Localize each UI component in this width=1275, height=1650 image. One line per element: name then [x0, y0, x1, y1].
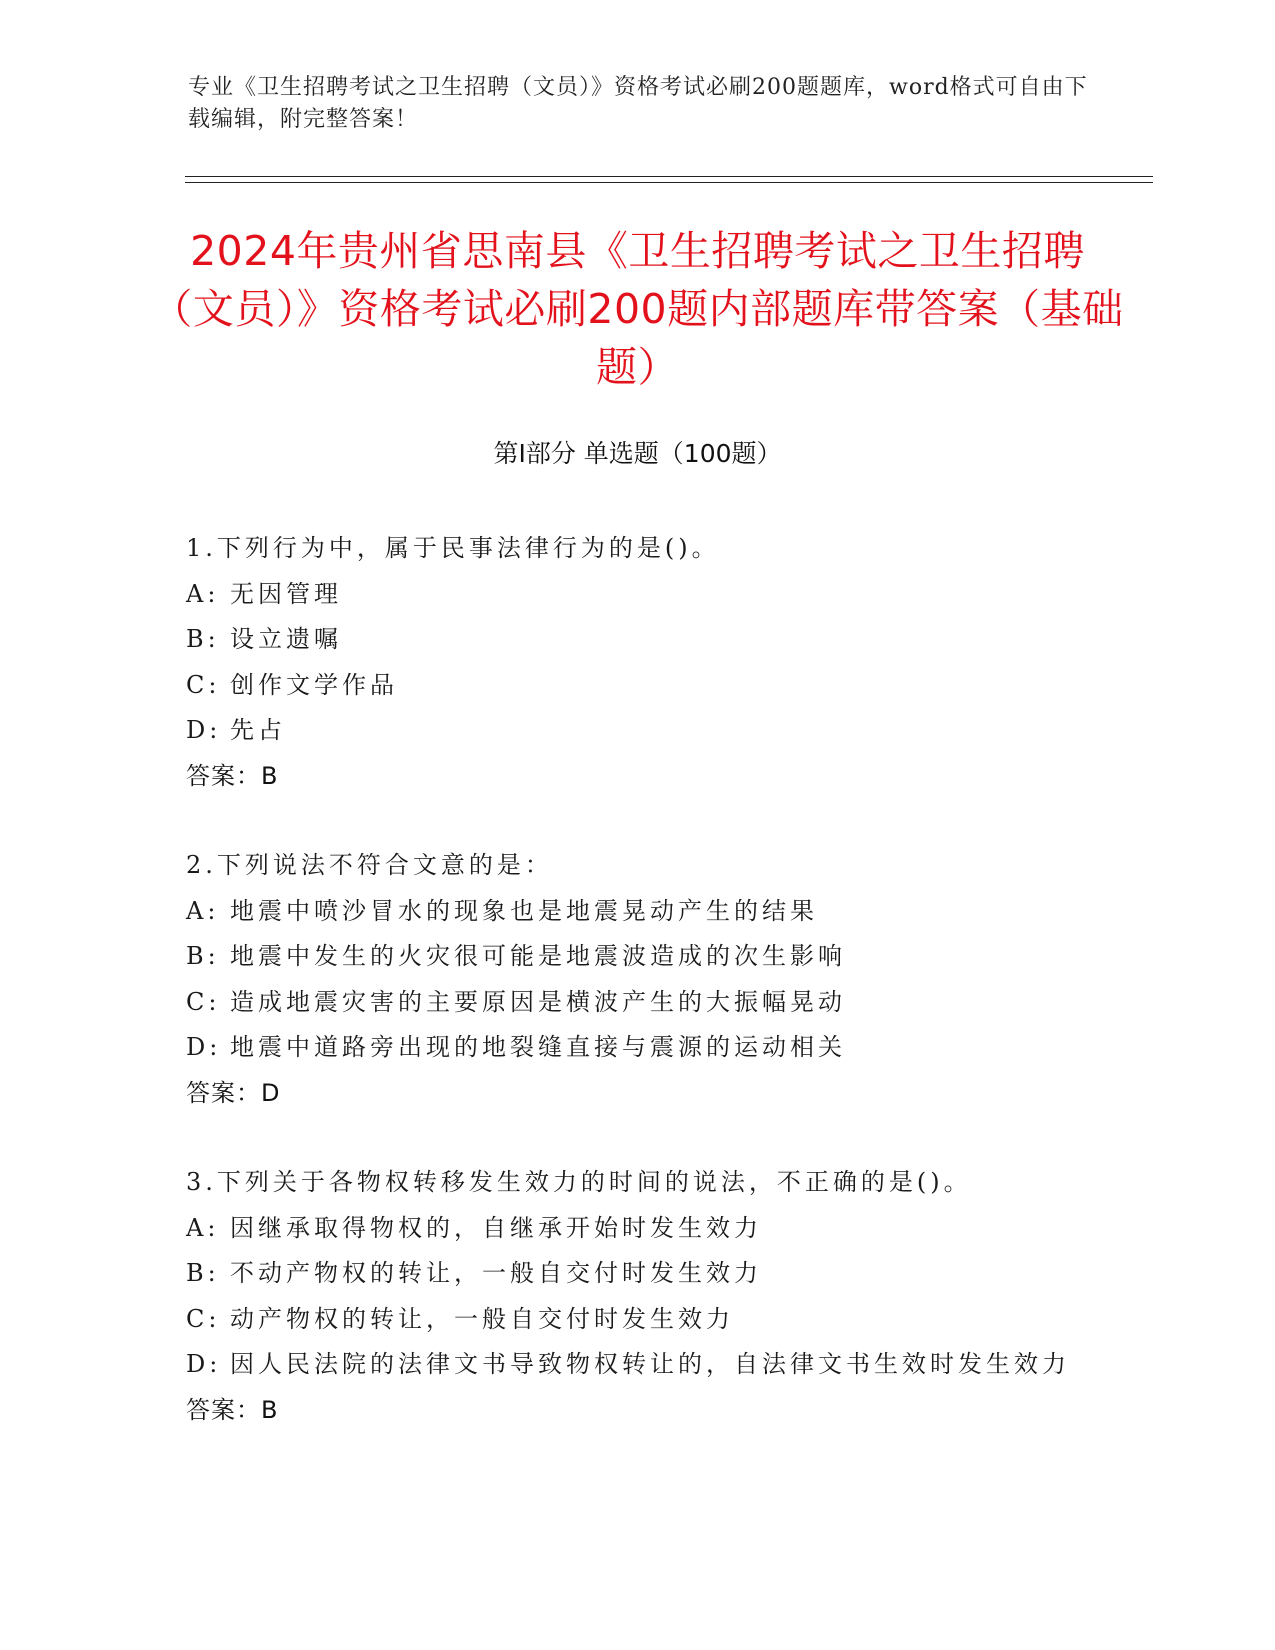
option-a — [186, 889, 1086, 935]
option-text: 因人民法院的法律文书导致物权转让的，自法律文书生效时发生效力 — [230, 1350, 1070, 1378]
header-note: 专业《卫生招聘考试之卫生招聘（文员）》资格考试必刷200题题库，word格式可自由下载编辑，附完整答案！ — [188, 75, 1088, 132]
option-label: B: — [186, 625, 220, 653]
option-label: D: — [186, 1350, 222, 1378]
question-stem: 1.下列行为中，属于民事法律行为的是()。 — [186, 534, 720, 562]
question-stem: 2.下列说法不符合文意的是： — [186, 851, 553, 879]
option-label: B: — [186, 942, 220, 970]
option-label: D: — [186, 1033, 222, 1061]
option-d — [186, 1342, 1086, 1388]
option-text: 先占 — [230, 716, 286, 744]
header-divider-bottom — [185, 182, 1153, 183]
option-text: 地震中发生的火灾很可能是地震波造成的次生影响 — [230, 942, 846, 970]
option-label: A: — [186, 1213, 220, 1242]
option-b — [186, 934, 1086, 980]
option-label: B: — [186, 1259, 220, 1287]
answer: 答案：B — [186, 1395, 279, 1424]
option-text: 不动产物权的转让，一般自交付时发生效力 — [230, 1259, 762, 1287]
option-text: 造成地震灾害的主要原因是横波产生的大振幅晃动 — [230, 987, 846, 1016]
option-b — [186, 617, 1086, 663]
option-c — [186, 1297, 1086, 1343]
option-label: C: — [186, 1304, 221, 1333]
option-label: D: — [186, 716, 222, 744]
option-d — [186, 708, 1086, 754]
option-text: 地震中道路旁出现的地裂缝直接与震源的运动相关 — [230, 1033, 846, 1061]
section-title: 第Ⅰ部分 单选题（100题） — [493, 439, 782, 468]
option-c — [186, 663, 1086, 709]
question-stem: 3.下列关于各物权转移发生效力的时间的说法，不正确的是()。 — [186, 1168, 972, 1196]
option-label: A: — [186, 579, 220, 608]
option-label: A: — [186, 896, 220, 925]
question-list — [186, 526, 1086, 1477]
option-a — [186, 1206, 1086, 1252]
question-2 — [186, 843, 1086, 1116]
document-title: 2024年贵州省思南县《卫生招聘考试之卫生招聘（文员）》资格考试必刷200题内部题库带答案（基础题） — [151, 227, 1124, 391]
question-3 — [186, 1160, 1086, 1433]
answer: 答案：B — [186, 761, 279, 790]
option-b — [186, 1251, 1086, 1297]
option-label: C: — [186, 670, 221, 699]
answer: 答案：D — [186, 1078, 281, 1107]
question-1 — [186, 526, 1086, 799]
option-text: 设立遗嘱 — [230, 625, 342, 653]
option-text: 动产物权的转让，一般自交付时发生效力 — [230, 1304, 734, 1333]
option-d — [186, 1025, 1086, 1071]
option-text: 无因管理 — [230, 579, 342, 608]
option-text: 地震中喷沙冒水的现象也是地震晃动产生的结果 — [230, 896, 818, 925]
option-text: 因继承取得物权的，自继承开始时发生效力 — [230, 1213, 762, 1242]
option-c — [186, 980, 1086, 1026]
option-text: 创作文学作品 — [230, 670, 398, 699]
header-divider-top — [185, 176, 1153, 177]
option-a — [186, 572, 1086, 618]
option-label: C: — [186, 987, 221, 1016]
